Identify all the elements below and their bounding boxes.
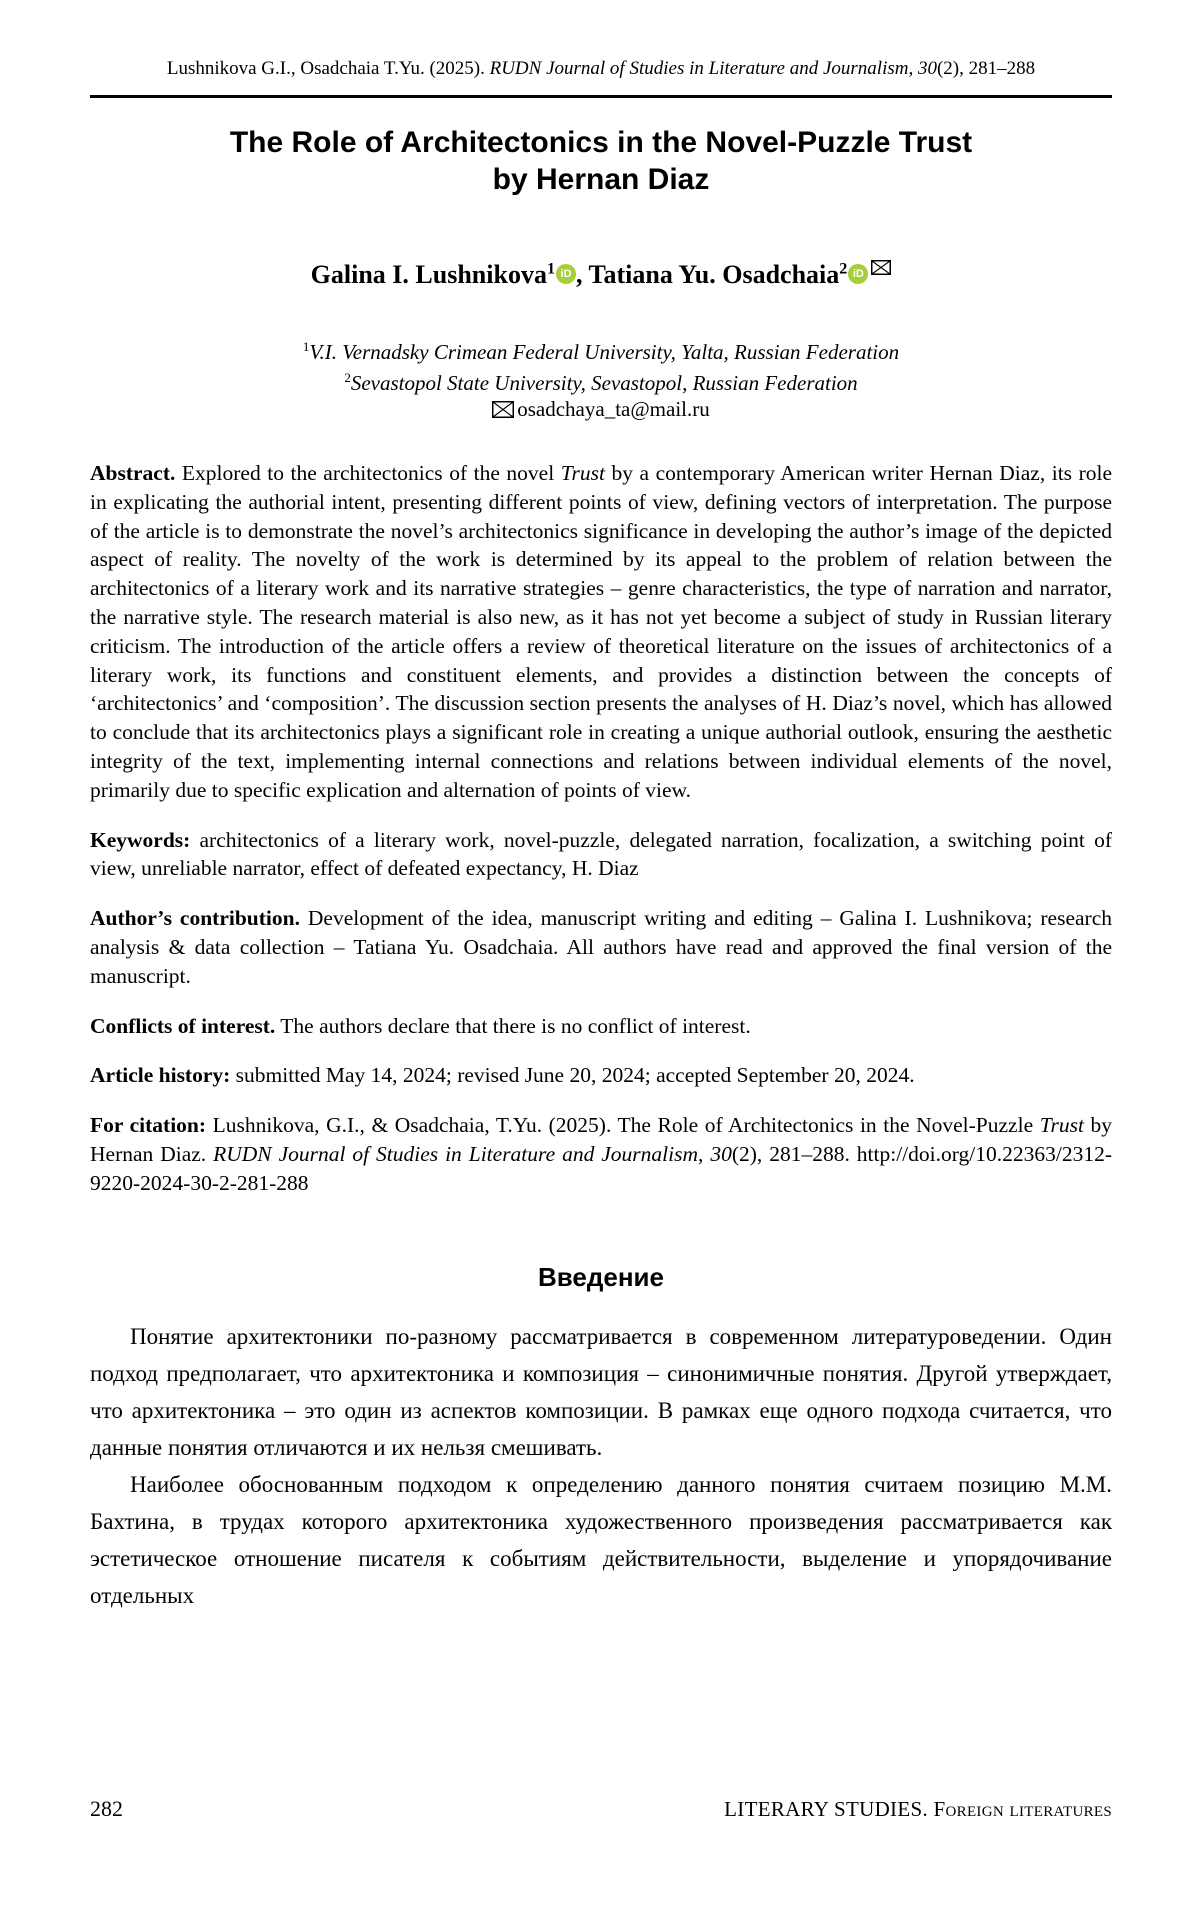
article-history-paragraph bbox=[90, 1061, 1112, 1090]
citation-text-2: by Hernan Diaz. bbox=[90, 1113, 1113, 1166]
citation-paragraph bbox=[90, 1111, 1112, 1197]
article-title bbox=[90, 124, 1112, 198]
keywords-paragraph bbox=[90, 826, 1112, 884]
citation-novel-title: Trust bbox=[1039, 1113, 1084, 1138]
introduction-paragraph-2: Наиболее обоснованным подходом к определению данного понятия считаем позицию М.М. Бахтина, в трудах которого архитектоника художественного произведения рассматривается как эстетическое отношение писателя к событиям действительности, выделение и упорядочивание отдельных bbox=[90, 1471, 1112, 1608]
keywords-label: Keywords: bbox=[90, 827, 191, 852]
citation-journal-title: RUDN Journal of Studies in Literature and Journalism bbox=[213, 1141, 699, 1166]
affiliation-1-marker: 1 bbox=[302, 339, 310, 354]
envelope-icon[interactable] bbox=[871, 260, 891, 275]
author-2-name: , Tatiana Yu. Osadchaia bbox=[576, 260, 840, 289]
affiliation-1-text: V.I. Vernadsky Crimean Federal University, Yalta, Russian Federation bbox=[309, 340, 900, 364]
affiliations-block bbox=[90, 334, 1112, 422]
conflicts-paragraph bbox=[90, 1012, 1112, 1041]
citation-label: For citation: bbox=[90, 1113, 207, 1138]
running-head-pages: (2), 281–288 bbox=[936, 58, 1036, 79]
authors-byline bbox=[90, 260, 1112, 290]
article-title-line1: The Role of Architectonics in the Novel-Puzzle Trust bbox=[229, 126, 973, 159]
author-contribution-paragraph bbox=[90, 904, 1112, 990]
conflicts-text: The authors declare that there is no conflict of interest. bbox=[275, 1013, 751, 1038]
abstract-paragraph bbox=[90, 459, 1112, 805]
affiliation-2-text: Sevastopol State University, Sevastopol, Russian Federation bbox=[350, 371, 858, 395]
affiliation-1 bbox=[90, 334, 1112, 365]
author-1-affiliation-marker: 1 bbox=[546, 260, 556, 278]
corresponding-email[interactable]: osadchaya_ta@mail.ru bbox=[517, 397, 710, 421]
affiliation-2 bbox=[90, 365, 1112, 396]
author-2-affiliation-marker: 2 bbox=[839, 260, 848, 278]
footer-section-smallcaps: Foreign literatures bbox=[933, 1797, 1112, 1821]
introduction-heading: Введение bbox=[538, 1261, 664, 1292]
conflicts-label: Conflicts of interest. bbox=[90, 1013, 276, 1038]
abstract-novel-title: Trust bbox=[560, 461, 605, 485]
page-footer bbox=[90, 1796, 1112, 1822]
author-1-name: Galina I. Lushnikova bbox=[310, 260, 547, 289]
running-head bbox=[90, 58, 1112, 80]
citation-text-1: Lushnikova, G.I., & Osadchaia, T.Yu. (2025). The Role of Architectonics in the Novel-Puzzle bbox=[206, 1113, 1040, 1138]
author-contribution-label: Author’s contribution. bbox=[90, 906, 300, 931]
citation-volume: 30 bbox=[710, 1141, 732, 1166]
running-head-authors: Lushnikova G.I., Osadchaia T.Yu. (2025). bbox=[166, 58, 490, 79]
corresponding-email-line bbox=[90, 396, 1112, 422]
orcid-icon[interactable]: iD bbox=[556, 264, 576, 284]
page-number: 282 bbox=[90, 1796, 123, 1821]
citation-text-3: , bbox=[698, 1141, 711, 1166]
abstract-text-1: Explored to the architectonics of the novel bbox=[175, 461, 561, 485]
envelope-icon bbox=[492, 401, 514, 418]
doi-link[interactable]: http://doi.org/10.22363/2312-9220-2024-30-2-281-288 bbox=[90, 1141, 1112, 1195]
running-head-journal: RUDN Journal of Studies in Literature and Journalism, 30 bbox=[489, 58, 937, 79]
orcid-icon[interactable]: iD bbox=[848, 264, 868, 284]
abstract-label: Abstract. bbox=[90, 461, 176, 485]
introduction-paragraph-1: Понятие архитектоники по-разному рассматривается в современном литературоведении. Один подход предполагает, что архитектоника и композиция – синонимичные понятия. Другой утверждает, что архитектоника – это один из аспектов композиции. В рамках еще одного подхода считается, что данные понятия отличаются и их нельзя смешивать. bbox=[90, 1323, 1112, 1460]
article-history-label: Article history: bbox=[90, 1063, 231, 1088]
footer-section-title bbox=[724, 1797, 1112, 1822]
keywords-text: architectonics of a literary work, novel-puzzle, delegated narration, focalization, a switching point of view, unreliable narrator, effect of defeated expectancy, H. Diaz bbox=[90, 827, 1112, 881]
citation-text-4: (2), 281–288. bbox=[731, 1141, 857, 1166]
header-divider bbox=[90, 95, 1112, 98]
article-history-text: submitted May 14, 2024; revised June 20, 2024; accepted September 20, 2024. bbox=[230, 1063, 915, 1088]
footer-section-caps: LITERARY STUDIES. bbox=[724, 1797, 934, 1821]
affiliation-2-marker: 2 bbox=[344, 370, 351, 385]
abstract-text-2: by a contemporary American writer Hernan Diaz, its role in explicating the authorial intent, presenting different points of view, defining vectors of interpretation. The purpose of the article is to demonstrate the novel’s architectonics significance in developing the author’s image of the depicted aspect of reality. The novelty of the work is determined by its appeal to the problem of relation between the architectonics of a literary work and its narrative strategies – genre characteristics, the type of narration and narrator, the narrative style. The research material is also new, as it has not yet become a subject of study in Russian literary criticism. The introduction of the article offers a review of theoretical literature on the issues of architectonics of a literary work, its functions and constituent elements, and provides a distinction between the concepts of ‘architectonics’ and ‘composition’. The discussion section presents the analyses of H. Diaz’s novel, which has allowed to conclude that its architectonics plays a significant role in creating a unique authorial outlook, ensuring the aesthetic integrity of the text, implementing internal connections and relations between individual elements of the novel, primarily due to specific explication and alternation of points of view. bbox=[90, 461, 1112, 802]
author-contribution-text: Development of the idea, manuscript writing and editing – Galina I. Lushnikova; research analysis & data collection – Tatiana Yu. Osadchaia. All authors have read and approved the final version of the manuscript. bbox=[90, 906, 1112, 988]
article-title-line2: by Hernan Diaz bbox=[492, 163, 710, 196]
